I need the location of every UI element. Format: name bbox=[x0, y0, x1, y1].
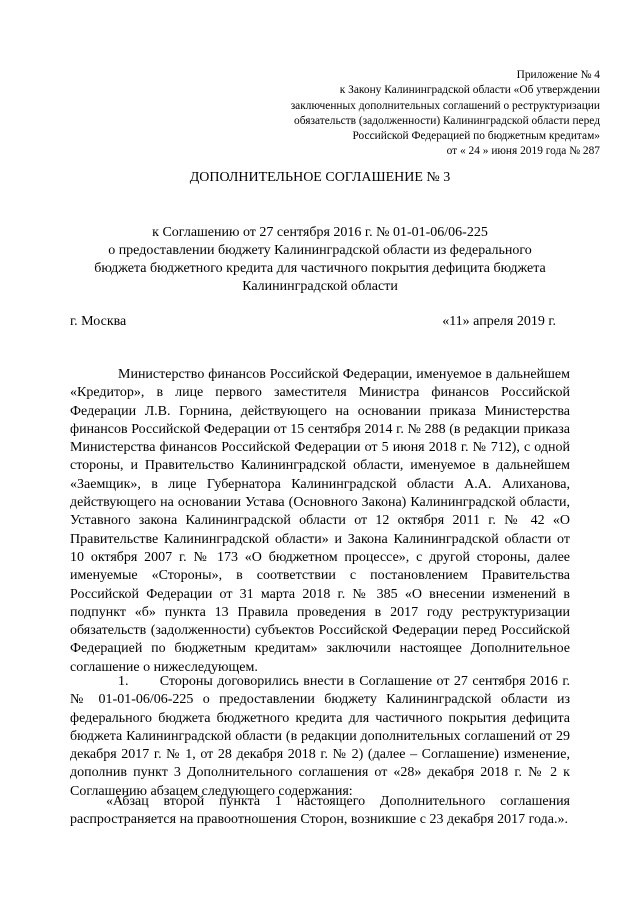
appendix-line: Российской Федерацией по бюджетным кредитам» bbox=[352, 130, 600, 143]
subtitle-line: Калининградской области bbox=[242, 279, 398, 294]
document-date: «11» апреля 2019 г. bbox=[442, 314, 556, 329]
appendix-line: обязательств (задолженности) Калининградской области перед bbox=[294, 114, 600, 127]
appendix-header bbox=[240, 68, 600, 160]
appendix-line: Приложение № 4 bbox=[516, 69, 600, 81]
quoted-amendment-paragraph: «Абзац второй пункта 1 настоящего Дополнительного соглашения распространяется на правоотношения Сторон, возникшие с 23 декабря 2017 года.». bbox=[70, 794, 570, 828]
clause-text: Стороны договорились внести в Соглашение от 27 сентября 2016 г. № 01-01-06/06-225 о предоставлении бюджету Калининградской области из федерального бюджета бюджетного кредита для частичного покрытия дефицита бюджета Калининградской области (в редакции дополнительных соглашений от 29 декабря 2017 г. № 1, от 28 декабря 2018 г. № 2) (далее – Соглашение) изменение, дополнив пункт 3 Дополнительного соглашения от «28» декабря 2018 г. № 2 к Соглашению абзацем следующего содержания: bbox=[70, 674, 570, 799]
appendix-line: от « 24 » июня 2019 года № 287 bbox=[446, 145, 600, 158]
subtitle-line: о предоставлении бюджету Калининградской области из федерального bbox=[108, 243, 532, 258]
document-title: ДОПОЛНИТЕЛЬНОЕ СОГЛАШЕНИЕ № 3 bbox=[189, 170, 451, 185]
document-subtitle bbox=[70, 224, 570, 296]
preamble-paragraph: Министерство финансов Российской Федерации, именуемое в дальнейшем «Кредитор», в лице первого заместителя Министра финансов Российской Федерации Л.В. Горнина, действующего на основании приказа Министерства финансов Российской Федерации от 15 сентября 2014 г. № 288 (в редакции приказа Министерства финансов Российской Федерации от 5 июня 2018 г. № 712), с одной стороны, и Правительство Калининградской области, именуемое в дальнейшем «Заемщик», в лице Губернатора Калининградской области А.А. Алиханова, действующего на основании Устава (Основного Закона) Калининградской области, Уставного закона Калининградской области от 12 октября 2011 г. № 42 «О Правительстве Калининградской области» и Закона Калининградской области от 10 октября 2007 г. № 173 «О бюджетном процессе», с другой стороны, далее именуемые «Стороны», в соответствии с постановлением Правительства Российской Федерации от 31 марта 2018 г. № 385 «О внесении изменений в подпункт «б» пункта 13 Правила проведения в 2017 году реструктуризации обязательств (задолженности) субъектов Российской Федерации перед Российской Федерацией по бюджетным кредитам» заключили настоящее Дополнительное соглашение о нижеследующем. bbox=[70, 367, 570, 675]
appendix-line: заключенных дополнительных соглашений о реструктуризации bbox=[290, 99, 600, 112]
clause-number: 1. bbox=[118, 674, 129, 689]
appendix-line: к Закону Калининградской области «Об утверждении bbox=[339, 84, 600, 97]
clause-1-paragraph bbox=[70, 673, 570, 801]
subtitle-line: к Соглашению от 27 сентября 2016 г. № 01-01-06/06-225 bbox=[152, 225, 488, 240]
subtitle-line: бюджета бюджетного кредита для частичного покрытия дефицита бюджета bbox=[94, 261, 546, 276]
document-place: г. Москва bbox=[70, 314, 127, 329]
